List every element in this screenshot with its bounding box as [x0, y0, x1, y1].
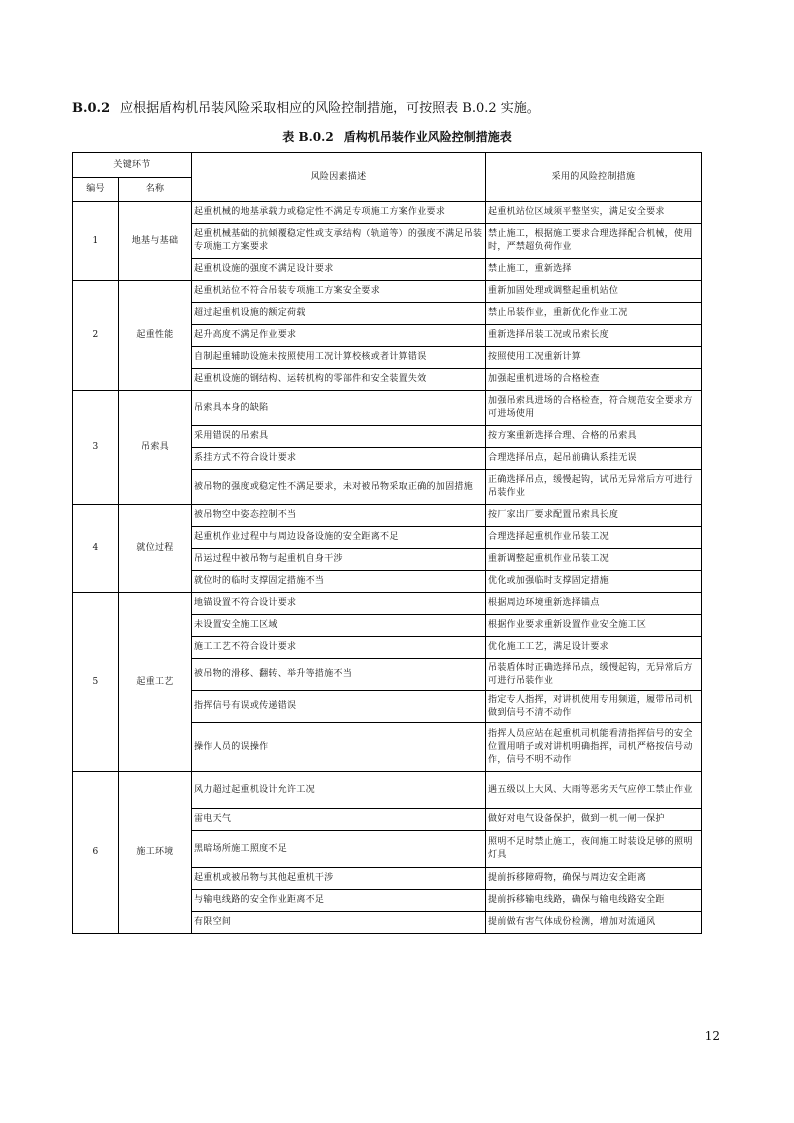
measure-cell: 提前做有害气体成份检测，增加对流通风 — [486, 912, 702, 934]
risk-cell: 地锚设置不符合设计要求 — [192, 593, 486, 615]
risk-cell: 起重机作业过程中与周边设备设施的安全距离不足 — [192, 527, 486, 549]
header-name: 名称 — [119, 178, 192, 202]
measure-cell: 加强吊索具进场的合格检查，符合规范安全要求方可进场使用 — [486, 391, 702, 426]
risk-cell: 自制起重辅助设施未按照使用工况计算校核或者计算错误 — [192, 347, 486, 369]
group-name-cell: 起重工艺 — [119, 593, 192, 772]
measure-cell: 合理选择起重机作业吊装工况 — [486, 527, 702, 549]
group-name-cell: 起重性能 — [119, 281, 192, 391]
group-name-cell: 就位过程 — [119, 505, 192, 593]
measure-cell: 根据周边环境重新选择锚点 — [486, 593, 702, 615]
risk-cell: 被吊物空中姿态控制不当 — [192, 505, 486, 527]
risk-cell: 就位时的临时支撑固定措施不当 — [192, 571, 486, 593]
table-row — [73, 281, 702, 303]
table-body — [73, 153, 702, 934]
header-measure: 采用的风险控制措施 — [486, 153, 702, 202]
header-row-1 — [73, 153, 702, 178]
risk-cell: 系挂方式不符合设计要求 — [192, 448, 486, 470]
page-number: 12 — [704, 1029, 720, 1043]
intro-paragraph — [72, 100, 540, 118]
measure-cell: 指挥人员应站在起重机司机能看清指挥信号的安全位置用哨子或对讲机明确指挥，司机严格按信号动作，信号不明不动作 — [486, 723, 702, 772]
risk-cell: 起重机站位不符合吊装专项施工方案安全要求 — [192, 281, 486, 303]
group-name-cell: 施工环境 — [119, 772, 192, 934]
risk-cell: 起重机设施的钢结构、运转机构的零部件和安全装置失效 — [192, 369, 486, 391]
risk-cell: 起重机设施的强度不满足设计要求 — [192, 259, 486, 281]
table-row — [73, 593, 702, 615]
table-row — [73, 505, 702, 527]
header-risk: 风险因素描述 — [192, 153, 486, 202]
measure-cell: 根据作业要求重新设置作业安全施工区 — [486, 615, 702, 637]
risk-cell: 雷电天气 — [192, 809, 486, 831]
measure-cell: 提前拆移输电线路，确保与输电线路安全距 — [486, 890, 702, 912]
group-number-cell: 6 — [73, 772, 119, 934]
measure-cell: 禁止施工，重新选择 — [486, 259, 702, 281]
header-no: 编号 — [73, 178, 119, 202]
group-number-cell: 5 — [73, 593, 119, 772]
table-row — [73, 391, 702, 426]
measure-cell: 禁止吊装作业，重新优化作业工况 — [486, 303, 702, 325]
risk-cell: 起重机械的地基承载力或稳定性不满足专项施工方案作业要求 — [192, 202, 486, 224]
measure-cell: 吊装盾体时正确选择吊点，缓慢起钩，无异常后方可进行吊装作业 — [486, 659, 702, 691]
group-name-cell: 吊索具 — [119, 391, 192, 505]
risk-cell: 黑暗场所施工照度不足 — [192, 831, 486, 868]
measure-cell: 按方案重新选择合理、合格的吊索具 — [486, 426, 702, 448]
risk-cell: 超过起重机设施的额定荷载 — [192, 303, 486, 325]
measure-cell: 加强起重机进场的合格检查 — [486, 369, 702, 391]
group-name-cell: 地基与基础 — [119, 202, 192, 281]
table-row — [73, 202, 702, 224]
risk-cell: 被吊物的强度或稳定性不满足要求，未对被吊物采取正确的加固措施 — [192, 470, 486, 505]
table-title: 盾构机吊装作业风险控制措施表 — [343, 130, 512, 144]
risk-cell: 吊运过程中被吊物与起重机自身干涉 — [192, 549, 486, 571]
risk-cell: 指挥信号有误或传递错误 — [192, 691, 486, 723]
group-number-cell: 4 — [73, 505, 119, 593]
header-key-link: 关键环节 — [73, 153, 192, 178]
table-row — [73, 772, 702, 809]
risk-cell: 被吊物的滑移、翻转、举升等措施不当 — [192, 659, 486, 691]
measure-cell: 重新调整起重机作业吊装工况 — [486, 549, 702, 571]
measure-cell: 禁止施工，根据施工要求合理选择配合机械，使用时，严禁超负荷作业 — [486, 224, 702, 259]
risk-cell: 起重机械基础的抗倾覆稳定性或支承结构（轨道等）的强度不满足吊装专项施工方案要求 — [192, 224, 486, 259]
group-number-cell: 2 — [73, 281, 119, 391]
table-caption — [0, 128, 794, 145]
risk-cell: 操作人员的误操作 — [192, 723, 486, 772]
measure-cell: 优化或加强临时支撑固定措施 — [486, 571, 702, 593]
measure-cell: 按厂家出厂要求配置吊索具长度 — [486, 505, 702, 527]
risk-cell: 未设置安全施工区域 — [192, 615, 486, 637]
section-number: B.0.2 — [72, 101, 111, 116]
measure-cell: 指定专人指挥，对讲机使用专用频道，履带吊司机做到信号不清不动作 — [486, 691, 702, 723]
risk-cell: 与输电线路的安全作业距离不足 — [192, 890, 486, 912]
group-number-cell: 3 — [73, 391, 119, 505]
measure-cell: 提前拆移障碍物，确保与周边安全距离 — [486, 868, 702, 890]
risk-control-table — [72, 152, 702, 934]
measure-cell: 重新加固处理或调整起重机站位 — [486, 281, 702, 303]
measure-cell: 重新选择吊装工况或吊索长度 — [486, 325, 702, 347]
measure-cell: 合理选择吊点，起吊前确认系挂无误 — [486, 448, 702, 470]
measure-cell: 遇五级以上大风、大雨等恶劣天气应停工禁止作业 — [486, 772, 702, 809]
group-number-cell: 1 — [73, 202, 119, 281]
risk-cell: 施工工艺不符合设计要求 — [192, 637, 486, 659]
risk-cell: 起升高度不满足作业要求 — [192, 325, 486, 347]
measure-cell: 照明不足时禁止施工，夜间施工时装设足够的照明灯具 — [486, 831, 702, 868]
risk-cell: 吊索具本身的缺陷 — [192, 391, 486, 426]
table-number: 表 B.0.2 — [282, 130, 334, 144]
measure-cell: 起重机站位区域须平整坚实，满足安全要求 — [486, 202, 702, 224]
intro-text: 应根据盾构机吊装风险采取相应的风险控制措施，可按照表 B.0.2 实施。 — [120, 101, 540, 116]
risk-cell: 起重机或被吊物与其他起重机干涉 — [192, 868, 486, 890]
risk-cell: 采用错误的吊索具 — [192, 426, 486, 448]
measure-cell: 优化施工工艺，满足设计要求 — [486, 637, 702, 659]
risk-cell: 风力超过起重机设计允许工况 — [192, 772, 486, 809]
measure-cell: 按照使用工况重新计算 — [486, 347, 702, 369]
measure-cell: 正确选择吊点，缓慢起钩，试吊无异常后方可进行吊装作业 — [486, 470, 702, 505]
measure-cell: 做好对电气设备保护，做到一机一闸一保护 — [486, 809, 702, 831]
risk-cell: 有限空间 — [192, 912, 486, 934]
